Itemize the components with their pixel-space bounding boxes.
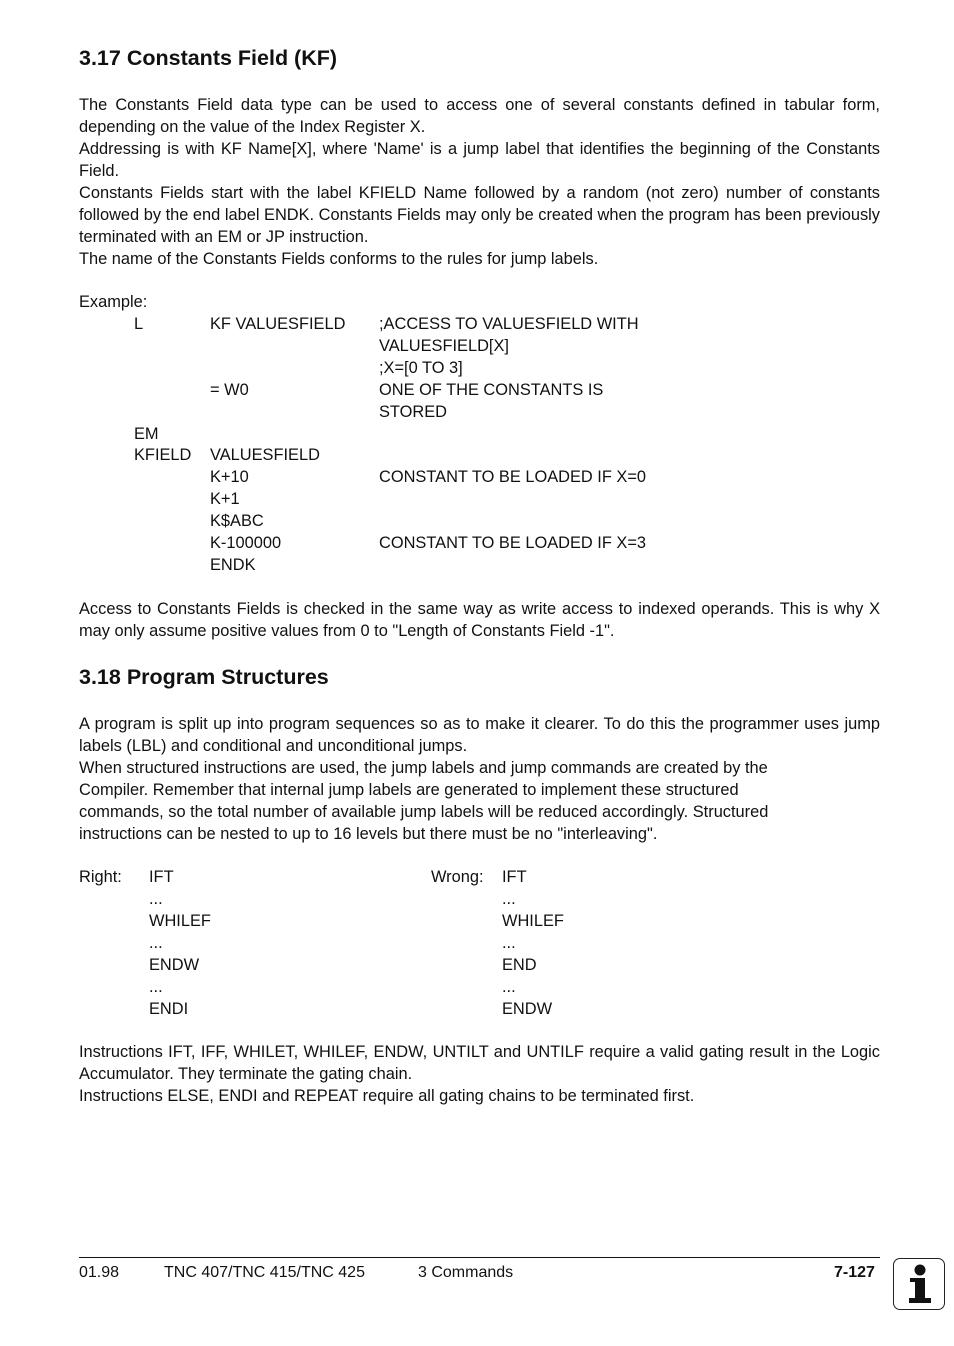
right-label: Right: bbox=[79, 868, 122, 886]
right-code-line: ENDW bbox=[149, 956, 200, 974]
text-line: instructions can be nested to up to 16 levels but there must be no "interleaving". bbox=[79, 825, 658, 843]
section-317-heading: 3.17 Constants Field (KF) bbox=[79, 46, 338, 70]
code-cell: L bbox=[134, 315, 144, 333]
section-317-intro bbox=[79, 94, 880, 270]
text-line: When structured instructions are used, the jump labels and jump commands are created by the bbox=[79, 759, 768, 777]
paragraph: Instructions ELSE, ENDI and REPEAT require all gating chains to be terminated first. bbox=[79, 1087, 695, 1105]
code-comment: CONSTANT TO BE LOADED IF X=3 bbox=[379, 534, 647, 552]
code-comment: CONSTANT TO BE LOADED IF X=0 bbox=[379, 468, 647, 486]
section-318-closing bbox=[79, 1041, 880, 1107]
wrong-code-line: WHILEF bbox=[502, 912, 564, 930]
code-cell: K$ABC bbox=[210, 512, 264, 530]
paragraph: Constants Fields start with the label KFIELD Name followed by a random (not zero) number of constants followed by the end label ENDK. Constants Fields may only be created when the program has been previously terminated with an EM or JP instruction. bbox=[79, 184, 880, 246]
wrong-code-line: IFT bbox=[502, 868, 527, 886]
code-cell: VALUESFIELD bbox=[210, 446, 320, 464]
code-comment: ;ACCESS TO VALUESFIELD WITH bbox=[379, 315, 639, 333]
footer-product: TNC 407/TNC 415/TNC 425 bbox=[164, 1264, 365, 1281]
right-code-line: ... bbox=[149, 934, 163, 952]
wrong-code-line: ... bbox=[502, 978, 516, 996]
wrong-code-line: ENDW bbox=[502, 1000, 553, 1018]
text-line: commands, so the total number of available jump labels will be reduced accordingly. Structured bbox=[79, 803, 769, 821]
code-cell: EM bbox=[134, 425, 159, 443]
paragraph: Instructions IFT, IFF, WHILET, WHILEF, ENDW, UNTILT and UNTILF require a valid gating result in the Logic Accumulator. They terminate the gating chain. bbox=[79, 1043, 880, 1083]
text-line: Compiler. Remember that internal jump labels are generated to implement these structured bbox=[79, 781, 739, 799]
example-label: Example: bbox=[79, 293, 148, 311]
right-code-line: IFT bbox=[149, 868, 174, 886]
code-cell: K+1 bbox=[210, 490, 240, 508]
section-318-intro bbox=[79, 713, 880, 757]
code-cell: KFIELD bbox=[134, 446, 192, 464]
page-number: 7-127 bbox=[834, 1264, 875, 1281]
code-cell: K-100000 bbox=[210, 534, 282, 552]
code-cell: K+10 bbox=[210, 468, 249, 486]
paragraph: The Constants Field data type can be used to access one of several constants defined in tabular form, depending on the value of the Index Register X. bbox=[79, 96, 880, 136]
code-cell: KF VALUESFIELD bbox=[210, 315, 346, 333]
right-code-line: ... bbox=[149, 890, 163, 908]
right-code-line: WHILEF bbox=[149, 912, 211, 930]
paragraph: The name of the Constants Fields conforms to the rules for jump labels. bbox=[79, 250, 599, 268]
right-code-line: ENDI bbox=[149, 1000, 189, 1018]
paragraph: Access to Constants Fields is checked in the same way as write access to indexed operands. This is why X may only assume positive values from 0 to "Length of Constants Field -1". bbox=[79, 600, 880, 640]
footer-chapter: 3 Commands bbox=[418, 1264, 514, 1281]
code-cell: = W0 bbox=[210, 381, 249, 399]
wrong-code-line: ... bbox=[502, 934, 516, 952]
paragraph: Addressing is with KF Name[X], where 'Name' is a jump label that identifies the beginning of the Constants Field. bbox=[79, 140, 880, 180]
code-comment: STORED bbox=[379, 403, 448, 421]
info-icon bbox=[893, 1258, 945, 1310]
paragraph: A program is split up into program sequences so as to make it clearer. To do this the programmer uses jump labels (LBL) and conditional and unconditional jumps. bbox=[79, 715, 880, 755]
right-code-line: ... bbox=[149, 978, 163, 996]
footer-divider bbox=[79, 1257, 880, 1258]
footer-date: 01.98 bbox=[79, 1264, 120, 1281]
section-318-heading: 3.18 Program Structures bbox=[79, 665, 329, 689]
code-cell: ENDK bbox=[210, 556, 256, 574]
wrong-code-line: ... bbox=[502, 890, 516, 908]
code-comment: VALUESFIELD[X] bbox=[379, 337, 509, 355]
code-comment: ;X=[0 TO 3] bbox=[379, 359, 463, 377]
wrong-label: Wrong: bbox=[431, 868, 484, 886]
code-comment: ONE OF THE CONSTANTS IS bbox=[379, 381, 604, 399]
wrong-code-line: END bbox=[502, 956, 537, 974]
section-317-closing bbox=[79, 598, 880, 642]
